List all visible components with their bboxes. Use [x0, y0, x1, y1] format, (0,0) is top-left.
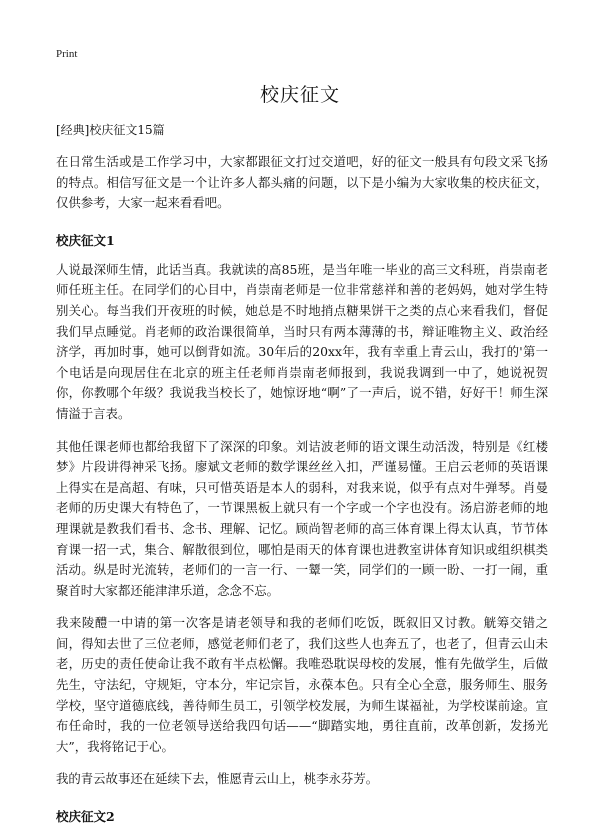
page-title: 校庆征文	[259, 84, 340, 106]
print-link[interactable]: Print	[56, 48, 78, 60]
document-subtitle: [经典]校庆征文15篇	[56, 123, 165, 137]
document-body	[56, 120, 548, 836]
section-heading-2: 校庆征文2	[56, 809, 115, 825]
section-1-paragraph-3: 我来陵醴一中请的第一次客是请老领导和我的老师们吃饭，既叙旧又讨教。觥筹交错之间，得知去世了三位老师，感觉老师们老了，我们这些人也奔五了，也老了，但青云山未老，历史的责任使命让我不敢有半点松懈。我唯恐耽误母校的发展，惟有先做学生，后做先生，守法纪，守规矩，守本分，牢记宗旨，永葆本色。只有全心全意，服务师生、服务学校，坚守道德底线，善待师生员工，引领学校发展，为师生谋福祉，为学校谋前途。宣布任命时，我的一位老领导送给我四句话——“脚踏实地，勇往直前，改革创新，发扬光大”，我将铭记于心。	[56, 615, 548, 754]
section-1-paragraph-2: 其他任课老师也都给我留下了深深的印象。刘诘波老师的语文课生动活泼，特别是《红楼梦》片段讲得神采飞扬。廖斌文老师的数学课丝丝入扣，严谨易懂。王启云老师的英语课上得实在是高超、有味，只可惜英语是本人的弱科，对我来说，似乎有点对牛弹琴。肖曼老师的历史课大有特色了，一节课黑板上就只有一个字或一个字也没有。汤启游老师的地理课就是教我们看书、念书、理解、记忆。顾尚智老师的高三体育课上得太认真，节节体育课一招一式，集合、解散很到位，哪怕是雨天的体育课也进教室讲体育知识或组织棋类活动。纵是时光流转，老师们的一言一行、一颦一笑，同学们的一顾一盼、一打一闹，重聚首时大家都还能津津乐道，念念不忘。	[56, 438, 548, 598]
intro-paragraph: 在日常生活或是工作学习中，大家都跟征文打过交道吧，好的征文一般具有句段文采飞扬的特点。相信写征文是一个让许多人都头痛的问题，以下是小编为大家收集的校庆征文，仅供参考，大家一起来看看吧。	[56, 154, 548, 211]
section-1-paragraph-4: 我的青云故事还在延续下去，惟愿青云山上，桃李永芬芳。	[56, 771, 379, 787]
section-1-paragraph-1: 人说最深师生情，此话当真。我就读的高85班，是当年唯一毕业的高三文科班，肖崇南老师任班主任。在同学们的心目中，肖崇南老师是一位非常慈祥和善的老妈妈，她对学生特别关心。每当我们开夜班的时候，她总是不时地捎点糖果饼干之类的点心来看我们，督促我们早点睡觉。肖老师的政治课很简单，当时只有两本薄薄的书，辩证唯物主义、政治经济学，再加时事，她可以倒背如流。30年后的20xx年，我有幸重上青云山，我打的'第一个电话是向现居住在北京的班主任老师肖崇南老师报到，我说我调到一中了，她说祝贺你，你教哪个年级？我说我当校长了，她惊讶地“啊”了一声后，说不错，好好干！师生深情溢于言表。	[56, 261, 548, 421]
section-heading-1: 校庆征文1	[56, 232, 115, 248]
